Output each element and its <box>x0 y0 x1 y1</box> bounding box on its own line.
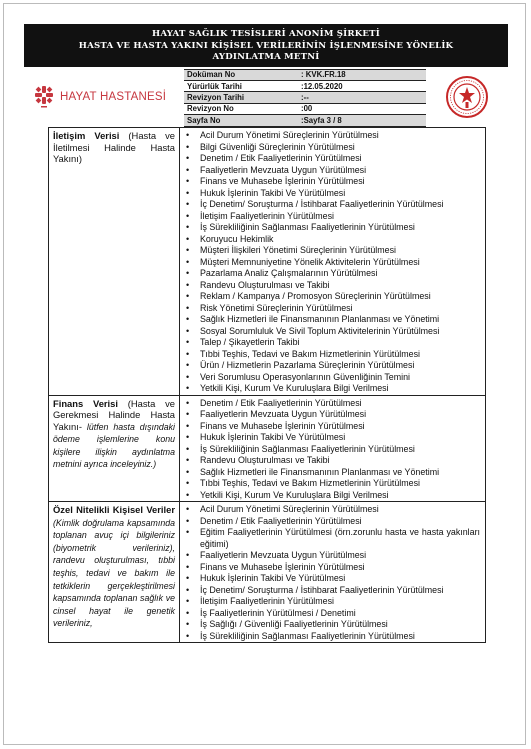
purpose-text: Faaliyetlerin Mevzuata Uygun Yürütülmesi <box>200 164 367 175</box>
purpose-item <box>186 516 483 528</box>
purpose-item <box>186 608 483 620</box>
bullet-icon: • <box>186 584 190 595</box>
purpose-item <box>186 383 483 395</box>
bullet-icon: • <box>186 222 190 232</box>
bullet-icon: • <box>186 397 190 408</box>
purpose-item <box>186 409 483 421</box>
purpose-text: İş Sürekliliğinin Sağlanması Faaliyetlerinin Yürütülmesi <box>200 222 415 232</box>
purpose-text: Randevu Oluşturulması ve Takibi <box>200 279 330 290</box>
purpose-text: İş Faaliyetlerinin Yürütülmesi / Denetimi <box>200 607 356 618</box>
purpose-item <box>186 211 483 223</box>
purpose-item <box>186 142 483 154</box>
meta-row <box>184 69 426 80</box>
category-title: Finans Verisi <box>53 397 118 409</box>
purpose-text: Bilgi Güvenliği Süreçlerinin Yürütülmesi <box>200 141 355 152</box>
purpose-item <box>186 398 483 410</box>
purpose-item <box>186 360 483 372</box>
bullet-icon: • <box>186 187 190 198</box>
bullet-icon: • <box>186 619 190 629</box>
purpose-text: Eğitim Faaliyetlerinin Yürütülmesi (örn.zorunlu hasta ve hasta yakınları eğitimi) <box>200 527 480 549</box>
purpose-text: Reklam / Kampanya / Promosyon Süreçlerinin Yürütülmesi <box>200 291 431 301</box>
purpose-item <box>186 631 483 643</box>
purpose-list <box>180 396 485 502</box>
meta-label: Revizyon Tarihi <box>184 92 298 103</box>
bullet-icon: • <box>186 466 190 477</box>
bullet-icon: • <box>186 360 190 370</box>
bullet-icon: • <box>186 164 190 175</box>
category-note: (Hasta ve İletilmesi Halinde Hasta Yakını) <box>53 130 175 165</box>
bullet-icon: • <box>186 371 190 382</box>
bullet-icon: • <box>186 233 190 244</box>
purpose-item <box>186 153 483 165</box>
bullet-icon: • <box>186 409 190 419</box>
bullet-icon: • <box>186 210 190 221</box>
purpose-item <box>186 314 483 326</box>
purpose-text: Faaliyetlerin Mevzuata Uygun Yürütülmesi <box>200 409 367 419</box>
purpose-text: Koruyucu Hekimlik <box>200 233 274 244</box>
purpose-text: İletişim Faaliyetlerinin Yürütülmesi <box>200 596 334 606</box>
purposes-cell <box>180 128 486 396</box>
purpose-text: Finans ve Muhasebe İşlerinin Yürütülmesi <box>200 420 365 431</box>
meta-label: Yürürlük Tarihi <box>184 80 298 91</box>
bullet-icon: • <box>186 383 190 393</box>
bullet-icon: • <box>186 455 190 465</box>
purpose-item <box>186 619 483 631</box>
purpose-text: Sosyal Sorumluluk Ve Sivil Toplum Aktivitelerinin Yürütülmesi <box>200 325 440 336</box>
purpose-item <box>186 326 483 338</box>
purpose-text: Müşteri İlişkileri Yönetimi Süreçlerinin Yürütülmesi <box>200 245 396 255</box>
bullet-icon: • <box>186 432 190 442</box>
header-meta-row <box>24 67 508 127</box>
purpose-text: İç Denetim/ Soruşturma / İstihbarat Faaliyetlerinin Yürütülmesi <box>200 199 444 209</box>
category-cell <box>49 502 180 643</box>
logo-text: HAYAT HASTANESİ <box>60 90 167 103</box>
category-note: (Hasta ve Gerekmesi Halinde Hasta Yakını- <box>53 397 175 432</box>
purpose-text: Finans ve Muhasebe İşlerinin Yürütülmesi <box>200 176 365 186</box>
purpose-item <box>186 268 483 280</box>
category-cell <box>49 395 180 502</box>
bullet-icon: • <box>186 130 190 140</box>
bullet-icon: • <box>186 573 190 583</box>
category-title: İletişim Verisi <box>53 130 120 141</box>
purpose-item <box>186 490 483 502</box>
meta-row <box>184 115 426 126</box>
bullet-icon: • <box>186 630 190 641</box>
table-row <box>49 128 486 396</box>
purposes-cell <box>180 395 486 502</box>
category-title: Özel Nitelikli Kişisel Veriler <box>53 504 175 515</box>
bullet-icon: • <box>186 348 190 359</box>
category-italic-note: lütfen hasta dışındaki ödeme işlemlerine konu kişilere ilişkin aydınlatma metnini ayrıca inceleyiniz.) <box>53 421 175 470</box>
bullet-icon: • <box>186 607 190 618</box>
table-row <box>49 395 486 502</box>
purpose-item <box>186 455 483 467</box>
purpose-text: Veri Sorumlusu Operasyonlarının Güvenliğinin Temini <box>200 371 410 382</box>
purpose-text: İş Sağlığı / Güvenliği Faaliyetlerinin Yürütülmesi <box>200 619 388 629</box>
title-line-1: HAYAT SAĞLIK TESİSLERİ ANONİM ŞİRKETİ <box>152 29 380 39</box>
purpose-item <box>186 372 483 384</box>
purpose-text: Hukuk İşlerinin Takibi Ve Yürütülmesi <box>200 432 346 442</box>
purpose-item <box>186 280 483 292</box>
ministry-seal-icon <box>444 74 490 120</box>
bullet-icon: • <box>186 504 190 514</box>
meta-value: : KVK.FR.18 <box>298 69 426 80</box>
meta-label: Doküman No <box>184 69 298 80</box>
purpose-item <box>186 176 483 188</box>
purpose-text: Acil Durum Yönetimi Süreçlerinin Yürütülmesi <box>200 130 379 140</box>
purpose-text: İş Sürekliliğinin Sağlanması Faaliyetlerinin Yürütülmesi <box>200 630 415 641</box>
purpose-item <box>186 291 483 303</box>
purpose-text: Sağlık Hizmetleri ile Finansmanının Planlanması ve Yönetimi <box>200 314 440 324</box>
bullet-icon: • <box>186 176 190 186</box>
purpose-text: Yetkili Kişi, Kurum Ve Kuruluşlara Bilgi Verilmesi <box>200 383 389 393</box>
bullet-icon: • <box>186 443 190 454</box>
purpose-item <box>186 504 483 516</box>
purpose-text: Tıbbi Teşhis, Tedavi ve Bakım Hizmetlerinin Yürütülmesi <box>200 478 420 488</box>
purpose-item <box>186 165 483 177</box>
bullet-icon: • <box>186 291 190 301</box>
meta-label: Sayfa No <box>184 115 298 126</box>
purpose-text: Denetim / Etik Faaliyetlerinin Yürütülmesi <box>200 153 362 163</box>
bullet-icon: • <box>186 596 190 606</box>
purpose-text: Denetim / Etik Faaliyetlerinin Yürütülmesi <box>200 397 362 408</box>
bullet-icon: • <box>186 268 190 278</box>
purpose-item <box>186 432 483 444</box>
meta-label: Revizyon No <box>184 103 298 114</box>
bullet-icon: • <box>186 153 190 163</box>
document-header <box>24 24 508 127</box>
meta-value: :00 <box>298 103 426 114</box>
bullet-icon: • <box>186 141 190 152</box>
purpose-text: İş Sürekliliğinin Sağlanması Faaliyetlerinin Yürütülmesi <box>200 443 415 454</box>
document-title <box>24 24 508 67</box>
purposes-cell <box>180 502 486 643</box>
purpose-text: Sağlık Hizmetleri ile Finansmanının Planlanması ve Yönetimi <box>200 466 440 477</box>
bullet-icon: • <box>186 279 190 290</box>
purpose-item <box>186 222 483 234</box>
purpose-text: Risk Yönetimi Süreçlerinin Yürütülmesi <box>200 302 353 313</box>
bullet-icon: • <box>186 489 190 500</box>
purpose-item <box>186 234 483 246</box>
purpose-list <box>180 502 485 642</box>
purpose-text: Denetim / Etik Faaliyetlerinin Yürütülmesi <box>200 515 362 526</box>
bullet-icon: • <box>186 420 190 431</box>
bullet-icon: • <box>186 337 190 347</box>
purpose-text: Yetkili Kişi, Kurum Ve Kuruluşlara Bilgi Verilmesi <box>200 489 389 500</box>
purpose-item <box>186 573 483 585</box>
purpose-text: Müşteri Memnuniyetine Yönelik Aktivitelerin Yürütülmesi <box>200 256 420 267</box>
title-line-3: AYDINLATMA METNİ <box>212 52 320 62</box>
bullet-icon: • <box>186 550 190 560</box>
bullet-icon: • <box>186 314 190 324</box>
purpose-item <box>186 303 483 315</box>
purpose-text: Tıbbi Teşhis, Tedavi ve Bakım Hizmetlerinin Yürütülmesi <box>200 348 420 359</box>
purpose-text: İç Denetim/ Soruşturma / İstihbarat Faaliyetlerinin Yürütülmesi <box>200 584 444 595</box>
purpose-list <box>180 128 485 395</box>
purpose-item <box>186 550 483 562</box>
purpose-item <box>186 188 483 200</box>
purpose-item <box>186 478 483 490</box>
table-row <box>49 502 486 643</box>
meta-row <box>184 80 426 91</box>
category-cell <box>49 128 180 396</box>
purposes-table <box>48 127 486 643</box>
hospital-logo-icon <box>34 85 54 109</box>
meta-value: :12.05.2020 <box>298 80 426 91</box>
bullet-icon: • <box>186 561 190 572</box>
bullet-icon: • <box>186 515 190 526</box>
ministry-seal <box>426 67 508 127</box>
bullet-icon: • <box>186 256 190 267</box>
purpose-item <box>186 199 483 211</box>
purpose-item <box>186 562 483 574</box>
purpose-text: Pazarlama Analiz Çalışmalarının Yürütülmesi <box>200 268 378 278</box>
purpose-item <box>186 527 483 550</box>
purpose-text: Acil Durum Yönetimi Süreçlerinin Yürütülmesi <box>200 504 379 514</box>
purpose-item <box>186 337 483 349</box>
bullet-icon: • <box>186 527 190 537</box>
bullet-icon: • <box>186 478 190 488</box>
bullet-icon: • <box>186 302 190 313</box>
purpose-item <box>186 467 483 479</box>
purpose-item <box>186 130 483 142</box>
meta-value: :Sayfa 3 / 8 <box>298 115 426 126</box>
meta-row <box>184 103 426 114</box>
purpose-item <box>186 421 483 433</box>
bullet-icon: • <box>186 199 190 209</box>
title-line-2: HASTA VE HASTA YAKINI KİŞİSEL VERİLERİNİN İŞLENMESİNE YÖNELİK <box>78 40 454 51</box>
bullet-icon: • <box>186 325 190 336</box>
purpose-item <box>186 257 483 269</box>
document-meta-table <box>184 69 426 127</box>
purpose-item <box>186 596 483 608</box>
hospital-logo <box>24 67 184 127</box>
meta-row <box>184 92 426 103</box>
purpose-text: Ürün / Hizmetlerin Pazarlama Süreçlerinin Yürütülmesi <box>200 360 415 370</box>
purpose-text: İletişim Faaliyetlerinin Yürütülmesi <box>200 210 334 221</box>
purpose-item <box>186 349 483 361</box>
category-italic-note: (Kimlik doğrulama kapsamında toplanan avuç içi bilgileriniz (biyometrik verileriniz), randevu oluşturulması, tıbbi teşhis, tedavi ve bakım ile tetkiklerin gerçekleştirilmesi kapsamında toplanan sağlık ve cinsel hayat ile genetik verileriniz, <box>53 517 175 629</box>
purpose-text: Talep / Şikayetlerin Takibi <box>200 337 300 347</box>
purpose-item <box>186 585 483 597</box>
purpose-text: Hukuk İşlerinin Takibi Ve Yürütülmesi <box>200 573 346 583</box>
purpose-text: Hukuk İşlerinin Takibi Ve Yürütülmesi <box>200 187 346 198</box>
purpose-text: Randevu Oluşturulması ve Takibi <box>200 455 330 465</box>
bullet-icon: • <box>186 245 190 255</box>
purpose-item <box>186 245 483 257</box>
purpose-item <box>186 444 483 456</box>
purpose-text: Faaliyetlerin Mevzuata Uygun Yürütülmesi <box>200 550 367 560</box>
purpose-text: Finans ve Muhasebe İşlerinin Yürütülmesi <box>200 561 365 572</box>
meta-value: :-- <box>298 92 426 103</box>
